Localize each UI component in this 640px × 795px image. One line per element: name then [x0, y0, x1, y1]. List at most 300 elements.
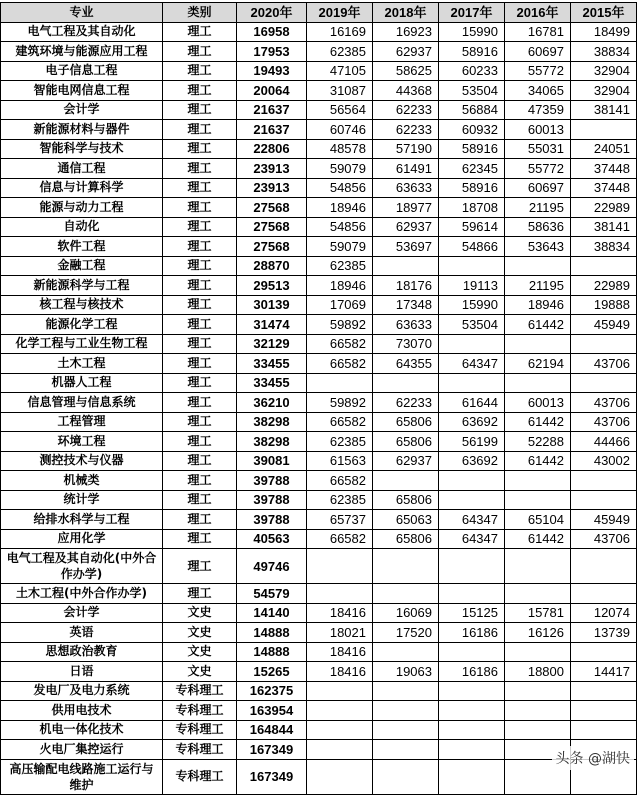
major-cell: 土木工程	[1, 354, 163, 374]
major-cell: 智能科学与技术	[1, 139, 163, 159]
rank-2018-cell	[373, 740, 439, 760]
rank-2019-cell: 62385	[307, 42, 373, 62]
rank-2015-cell: 18499	[571, 22, 637, 42]
major-cell: 金融工程	[1, 256, 163, 276]
rank-2016-cell: 65104	[505, 510, 571, 530]
rank-2016-cell	[505, 701, 571, 721]
rank-2015-cell: 43706	[571, 412, 637, 432]
rank-2019-cell	[307, 740, 373, 760]
score-2020-cell: 33455	[237, 373, 307, 393]
rank-2016-cell	[505, 373, 571, 393]
rank-2017-cell: 19113	[439, 276, 505, 296]
rank-2017-cell: 15990	[439, 22, 505, 42]
rank-2017-cell: 53504	[439, 315, 505, 335]
table-row	[1, 623, 637, 643]
score-2020-cell: 21637	[237, 100, 307, 120]
rank-2016-cell	[505, 471, 571, 491]
rank-2019-cell: 18946	[307, 276, 373, 296]
rank-2016-cell: 55772	[505, 61, 571, 81]
rank-2015-cell	[571, 681, 637, 701]
major-cell: 能源化学工程	[1, 315, 163, 335]
rank-2018-cell: 73070	[373, 334, 439, 354]
category-cell: 理工	[163, 120, 237, 140]
rank-2018-cell: 58625	[373, 61, 439, 81]
score-2020-cell: 54579	[237, 584, 307, 604]
table-row	[1, 334, 637, 354]
rank-2019-cell: 47105	[307, 61, 373, 81]
major-cell: 能源与动力工程	[1, 198, 163, 218]
major-cell: 信息与计算科学	[1, 178, 163, 198]
rank-2017-cell: 16186	[439, 623, 505, 643]
rank-2017-cell: 64347	[439, 510, 505, 530]
table-row	[1, 740, 637, 760]
rank-2018-cell: 18977	[373, 198, 439, 218]
rank-2016-cell: 60697	[505, 178, 571, 198]
major-cell: 日语	[1, 662, 163, 682]
major-cell: 新能源科学与工程	[1, 276, 163, 296]
rank-2017-cell: 15125	[439, 603, 505, 623]
major-cell: 环境工程	[1, 432, 163, 452]
category-cell: 理工	[163, 510, 237, 530]
score-2020-cell: 33455	[237, 354, 307, 374]
rank-2015-cell: 22989	[571, 276, 637, 296]
rank-2015-cell	[571, 490, 637, 510]
rank-2016-cell: 15781	[505, 603, 571, 623]
rank-2018-cell: 65063	[373, 510, 439, 530]
rank-2017-cell	[439, 490, 505, 510]
rank-2017-cell: 58916	[439, 139, 505, 159]
major-cell: 机械类	[1, 471, 163, 491]
rank-2018-cell: 62937	[373, 42, 439, 62]
rank-2015-cell: 45949	[571, 315, 637, 335]
category-cell: 理工	[163, 81, 237, 101]
rank-2016-cell: 53643	[505, 237, 571, 257]
rank-2018-cell	[373, 720, 439, 740]
rank-2015-cell	[571, 549, 637, 584]
rank-2017-cell: 58916	[439, 42, 505, 62]
rank-2016-cell	[505, 490, 571, 510]
table-row	[1, 412, 637, 432]
score-2020-cell: 163954	[237, 701, 307, 721]
rank-2016-cell: 55031	[505, 139, 571, 159]
rank-2016-cell	[505, 549, 571, 584]
rank-2017-cell	[439, 471, 505, 491]
score-2020-cell: 164844	[237, 720, 307, 740]
header-2017: 2017年	[439, 3, 505, 23]
table-row	[1, 256, 637, 276]
category-cell: 文史	[163, 642, 237, 662]
category-cell: 理工	[163, 159, 237, 179]
table-row	[1, 217, 637, 237]
rank-2018-cell: 65806	[373, 432, 439, 452]
rank-2016-cell	[505, 681, 571, 701]
category-cell: 专科理工	[163, 759, 237, 794]
header-category: 类别	[163, 3, 237, 23]
category-cell: 理工	[163, 295, 237, 315]
score-2020-cell: 28870	[237, 256, 307, 276]
rank-2017-cell: 15990	[439, 295, 505, 315]
score-2020-cell: 23913	[237, 178, 307, 198]
rank-2017-cell	[439, 740, 505, 760]
rank-2019-cell: 59892	[307, 393, 373, 413]
category-cell: 文史	[163, 623, 237, 643]
score-2020-cell: 14140	[237, 603, 307, 623]
rank-2015-cell: 14417	[571, 662, 637, 682]
category-cell: 理工	[163, 256, 237, 276]
rank-2017-cell	[439, 701, 505, 721]
rank-2018-cell: 44368	[373, 81, 439, 101]
rank-2017-cell: 16186	[439, 662, 505, 682]
header-2019: 2019年	[307, 3, 373, 23]
rank-2018-cell	[373, 256, 439, 276]
rank-2018-cell	[373, 681, 439, 701]
rank-2018-cell	[373, 471, 439, 491]
rank-2019-cell: 56564	[307, 100, 373, 120]
rank-2015-cell: 38834	[571, 42, 637, 62]
major-cell: 信息管理与信息系统	[1, 393, 163, 413]
rank-2018-cell: 62233	[373, 120, 439, 140]
major-cell: 电子信息工程	[1, 61, 163, 81]
header-major: 专业	[1, 3, 163, 23]
category-cell: 理工	[163, 334, 237, 354]
score-2020-cell: 167349	[237, 759, 307, 794]
rank-2018-cell: 57190	[373, 139, 439, 159]
category-cell: 专科理工	[163, 740, 237, 760]
rank-2018-cell: 65806	[373, 529, 439, 549]
rank-2016-cell	[505, 642, 571, 662]
table-row	[1, 642, 637, 662]
major-cell: 通信工程	[1, 159, 163, 179]
rank-2017-cell: 59614	[439, 217, 505, 237]
rank-2019-cell: 18416	[307, 642, 373, 662]
rank-2016-cell: 16781	[505, 22, 571, 42]
score-2020-cell: 21637	[237, 120, 307, 140]
table-row	[1, 120, 637, 140]
rank-2017-cell	[439, 642, 505, 662]
rank-2018-cell: 16923	[373, 22, 439, 42]
rank-2016-cell: 21195	[505, 198, 571, 218]
category-cell: 理工	[163, 139, 237, 159]
score-2020-cell: 20064	[237, 81, 307, 101]
category-cell: 理工	[163, 354, 237, 374]
rank-2015-cell: 43002	[571, 451, 637, 471]
major-cell: 会计学	[1, 100, 163, 120]
rank-2016-cell: 16126	[505, 623, 571, 643]
rank-2019-cell: 18021	[307, 623, 373, 643]
rank-2017-cell: 64347	[439, 354, 505, 374]
table-row	[1, 451, 637, 471]
major-cell: 电气工程及其自动化(中外合作办学)	[1, 549, 163, 584]
rank-2019-cell: 16169	[307, 22, 373, 42]
rank-2019-cell: 65737	[307, 510, 373, 530]
table-row	[1, 354, 637, 374]
header-2016: 2016年	[505, 3, 571, 23]
rank-2019-cell: 59892	[307, 315, 373, 335]
rank-2016-cell: 18800	[505, 662, 571, 682]
rank-2015-cell: 38141	[571, 100, 637, 120]
rank-2017-cell: 54866	[439, 237, 505, 257]
score-2020-cell: 14888	[237, 623, 307, 643]
rank-2016-cell	[505, 584, 571, 604]
rank-2015-cell	[571, 120, 637, 140]
major-cell: 建筑环境与能源应用工程	[1, 42, 163, 62]
category-cell: 理工	[163, 549, 237, 584]
major-cell: 会计学	[1, 603, 163, 623]
category-cell: 理工	[163, 373, 237, 393]
rank-2017-cell	[439, 584, 505, 604]
category-cell: 理工	[163, 198, 237, 218]
rank-2018-cell: 62233	[373, 100, 439, 120]
score-2020-cell: 22806	[237, 139, 307, 159]
rank-2015-cell	[571, 720, 637, 740]
major-cell: 发电厂及电力系统	[1, 681, 163, 701]
major-cell: 化学工程与工业生物工程	[1, 334, 163, 354]
table-row	[1, 471, 637, 491]
rank-2015-cell: 13739	[571, 623, 637, 643]
rank-2017-cell: 56199	[439, 432, 505, 452]
rank-2016-cell: 61442	[505, 529, 571, 549]
category-cell: 理工	[163, 315, 237, 335]
major-cell: 英语	[1, 623, 163, 643]
category-cell: 理工	[163, 276, 237, 296]
table-row	[1, 42, 637, 62]
score-2020-cell: 19493	[237, 61, 307, 81]
rank-2019-cell	[307, 549, 373, 584]
score-2020-cell: 167349	[237, 740, 307, 760]
category-cell: 理工	[163, 100, 237, 120]
category-cell: 专科理工	[163, 681, 237, 701]
rank-2015-cell: 43706	[571, 529, 637, 549]
rank-2016-cell: 34065	[505, 81, 571, 101]
rank-2017-cell: 60233	[439, 61, 505, 81]
rank-2018-cell: 65806	[373, 490, 439, 510]
rank-2018-cell: 17348	[373, 295, 439, 315]
rank-2018-cell	[373, 701, 439, 721]
rank-2018-cell: 62937	[373, 217, 439, 237]
category-cell: 理工	[163, 584, 237, 604]
rank-2019-cell	[307, 759, 373, 794]
rank-2019-cell: 66582	[307, 354, 373, 374]
score-2020-cell: 38298	[237, 432, 307, 452]
header-2020: 2020年	[237, 3, 307, 23]
major-cell: 机电一体化技术	[1, 720, 163, 740]
rank-2019-cell: 54856	[307, 217, 373, 237]
rank-2017-cell	[439, 256, 505, 276]
rank-2019-cell: 48578	[307, 139, 373, 159]
rank-2015-cell: 38141	[571, 217, 637, 237]
rank-2019-cell: 66582	[307, 334, 373, 354]
category-cell: 理工	[163, 451, 237, 471]
category-cell: 理工	[163, 490, 237, 510]
rank-2019-cell: 18416	[307, 662, 373, 682]
major-cell: 高压输配电线路施工运行与维护	[1, 759, 163, 794]
rank-2017-cell: 63692	[439, 412, 505, 432]
category-cell: 理工	[163, 529, 237, 549]
rank-2015-cell: 32904	[571, 81, 637, 101]
table-row	[1, 237, 637, 257]
table-row	[1, 549, 637, 584]
table-row	[1, 373, 637, 393]
rank-2017-cell: 56884	[439, 100, 505, 120]
major-cell: 核工程与核技术	[1, 295, 163, 315]
rank-2015-cell: 43706	[571, 354, 637, 374]
table-body	[1, 22, 637, 794]
score-2020-cell: 38298	[237, 412, 307, 432]
rank-2016-cell: 61442	[505, 451, 571, 471]
rank-2018-cell: 63633	[373, 178, 439, 198]
rank-2017-cell: 58916	[439, 178, 505, 198]
rank-2019-cell: 18946	[307, 198, 373, 218]
rank-2018-cell	[373, 584, 439, 604]
rank-2019-cell: 61563	[307, 451, 373, 471]
rank-2016-cell	[505, 334, 571, 354]
rank-2019-cell: 54856	[307, 178, 373, 198]
table-row	[1, 681, 637, 701]
rank-2019-cell: 31087	[307, 81, 373, 101]
rank-2019-cell	[307, 681, 373, 701]
category-cell: 专科理工	[163, 720, 237, 740]
rank-2015-cell: 12074	[571, 603, 637, 623]
rank-2015-cell	[571, 642, 637, 662]
major-cell: 自动化	[1, 217, 163, 237]
score-2020-cell: 27568	[237, 217, 307, 237]
table-row	[1, 315, 637, 335]
table-row	[1, 720, 637, 740]
rank-2019-cell: 66582	[307, 471, 373, 491]
table-row	[1, 100, 637, 120]
table-row	[1, 139, 637, 159]
rank-2017-cell	[439, 373, 505, 393]
rank-2015-cell: 43706	[571, 393, 637, 413]
table-row	[1, 178, 637, 198]
score-2020-cell: 39788	[237, 510, 307, 530]
rank-2017-cell	[439, 681, 505, 701]
major-cell: 机器人工程	[1, 373, 163, 393]
table-row	[1, 662, 637, 682]
rank-2019-cell: 17069	[307, 295, 373, 315]
rank-2017-cell: 64347	[439, 529, 505, 549]
major-cell: 测控技术与仪器	[1, 451, 163, 471]
table-row	[1, 393, 637, 413]
rank-2017-cell: 53504	[439, 81, 505, 101]
major-cell: 工程管理	[1, 412, 163, 432]
rank-2017-cell	[439, 549, 505, 584]
score-2020-cell: 162375	[237, 681, 307, 701]
rank-2016-cell: 58636	[505, 217, 571, 237]
score-2020-cell: 40563	[237, 529, 307, 549]
rank-2018-cell	[373, 759, 439, 794]
rank-2015-cell	[571, 256, 637, 276]
category-cell: 理工	[163, 178, 237, 198]
table-row	[1, 22, 637, 42]
rank-2016-cell: 61442	[505, 315, 571, 335]
rank-2019-cell: 60746	[307, 120, 373, 140]
rank-2018-cell: 65806	[373, 412, 439, 432]
rank-2016-cell	[505, 256, 571, 276]
score-2020-cell: 29513	[237, 276, 307, 296]
table-row	[1, 276, 637, 296]
rank-2016-cell: 21195	[505, 276, 571, 296]
rank-2015-cell: 24051	[571, 139, 637, 159]
major-cell: 新能源材料与器件	[1, 120, 163, 140]
rank-2019-cell: 62385	[307, 256, 373, 276]
table-row	[1, 510, 637, 530]
table-row	[1, 198, 637, 218]
rank-2015-cell	[571, 701, 637, 721]
category-cell: 理工	[163, 432, 237, 452]
rank-2016-cell: 60697	[505, 42, 571, 62]
header-2015: 2015年	[571, 3, 637, 23]
rank-2019-cell: 59079	[307, 237, 373, 257]
table-row	[1, 81, 637, 101]
score-2020-cell: 39788	[237, 471, 307, 491]
rank-2018-cell: 61491	[373, 159, 439, 179]
score-2020-cell: 36210	[237, 393, 307, 413]
table-row	[1, 759, 637, 794]
major-cell: 土木工程(中外合作办学)	[1, 584, 163, 604]
rank-2016-cell: 52288	[505, 432, 571, 452]
score-2020-cell: 14888	[237, 642, 307, 662]
rank-2017-cell: 61644	[439, 393, 505, 413]
rank-2017-cell: 62345	[439, 159, 505, 179]
rank-2016-cell: 55772	[505, 159, 571, 179]
rank-2019-cell	[307, 701, 373, 721]
rank-2017-cell	[439, 759, 505, 794]
category-cell: 理工	[163, 412, 237, 432]
rank-2019-cell: 62385	[307, 490, 373, 510]
rank-2019-cell: 66582	[307, 529, 373, 549]
category-cell: 理工	[163, 393, 237, 413]
rank-2019-cell	[307, 720, 373, 740]
rank-2015-cell: 37448	[571, 178, 637, 198]
rank-2018-cell: 18176	[373, 276, 439, 296]
header-row	[1, 3, 637, 23]
category-cell: 理工	[163, 61, 237, 81]
watermark: 头条 @湖快	[552, 746, 634, 770]
rank-2015-cell: 44466	[571, 432, 637, 452]
rank-2018-cell: 17520	[373, 623, 439, 643]
rank-2017-cell: 63692	[439, 451, 505, 471]
category-cell: 理工	[163, 471, 237, 491]
rank-2015-cell	[571, 584, 637, 604]
table-row	[1, 603, 637, 623]
rank-2017-cell	[439, 720, 505, 740]
rank-2018-cell: 64355	[373, 354, 439, 374]
rank-2016-cell	[505, 720, 571, 740]
rank-2015-cell	[571, 471, 637, 491]
rank-2015-cell: 19888	[571, 295, 637, 315]
rank-2018-cell	[373, 373, 439, 393]
rank-2018-cell: 16069	[373, 603, 439, 623]
rank-2018-cell	[373, 642, 439, 662]
rank-2015-cell: 37448	[571, 159, 637, 179]
rank-2018-cell: 63633	[373, 315, 439, 335]
major-cell: 给排水科学与工程	[1, 510, 163, 530]
rank-2019-cell: 66582	[307, 412, 373, 432]
table-row	[1, 529, 637, 549]
category-cell: 理工	[163, 237, 237, 257]
table-row	[1, 701, 637, 721]
rank-2017-cell: 60932	[439, 120, 505, 140]
rank-2018-cell: 53697	[373, 237, 439, 257]
rank-2015-cell: 22989	[571, 198, 637, 218]
table-row	[1, 432, 637, 452]
rank-2017-cell: 18708	[439, 198, 505, 218]
score-2020-cell: 27568	[237, 237, 307, 257]
rank-2016-cell: 60013	[505, 393, 571, 413]
score-2020-cell: 49746	[237, 549, 307, 584]
rank-2019-cell: 59079	[307, 159, 373, 179]
